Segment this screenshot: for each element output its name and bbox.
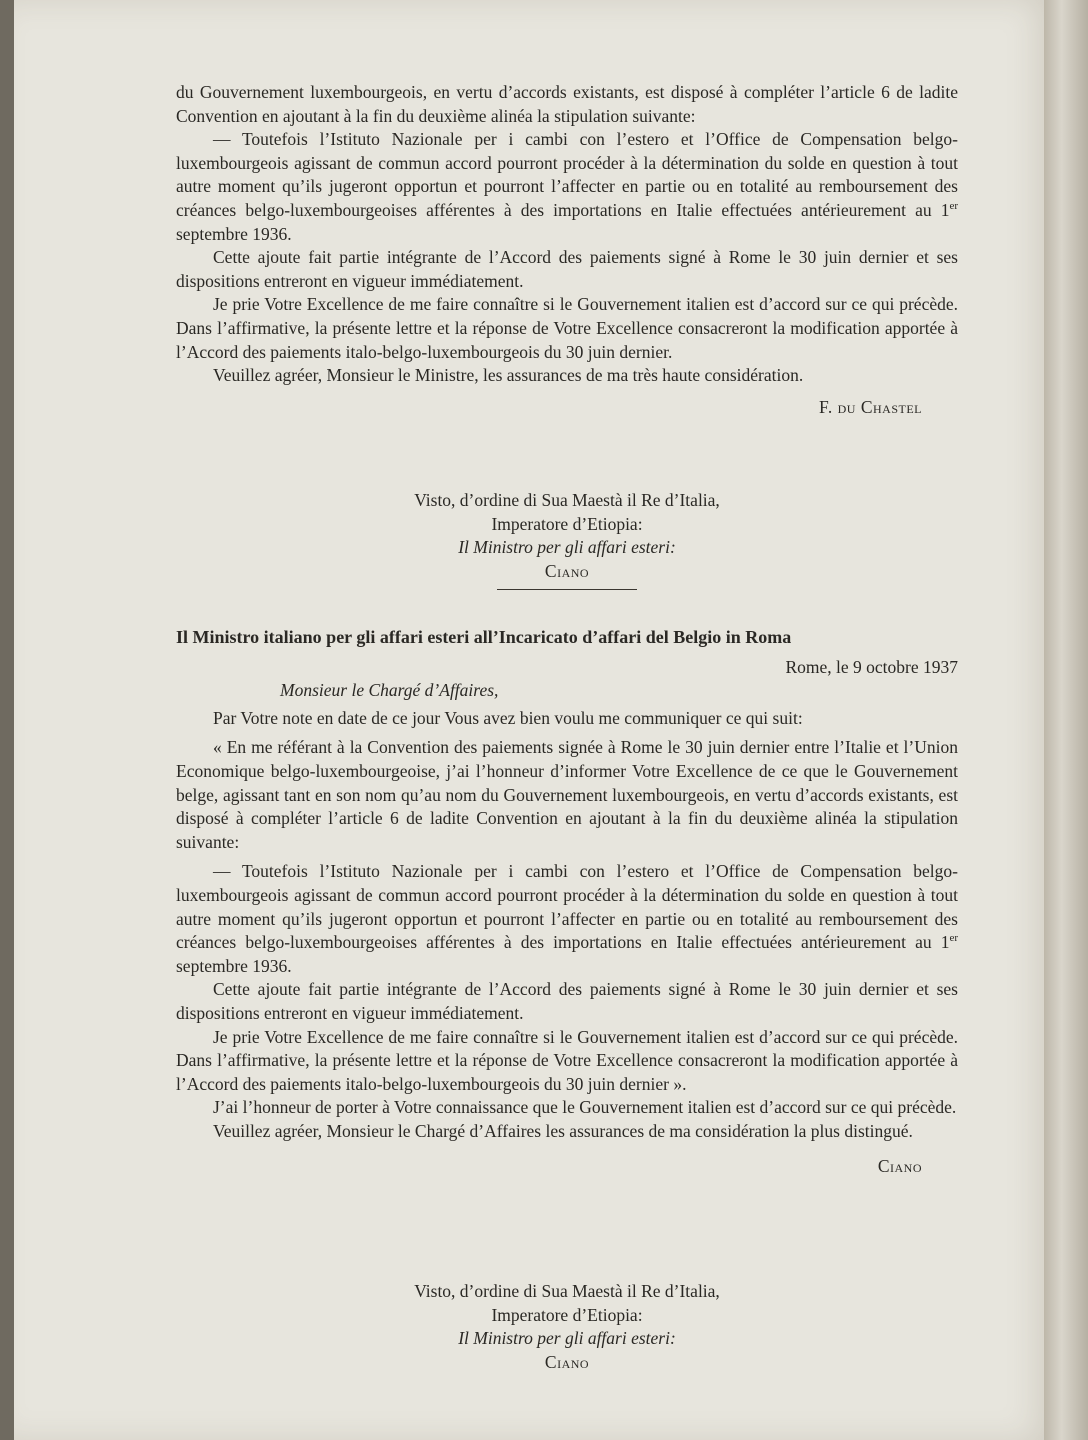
letter-two-closing: Veuillez agréer, Monsieur le Chargé d’Affaires les assurances de ma considération la plus distingué.: [213, 1120, 913, 1141]
visto-block-two: [176, 1280, 958, 1374]
letter-one-paragraph: Je prie Votre Excellence de me faire connaître si le Gouvernement italien est d’accord sur ce qui précède. Dans l’affirmative, la présente lettre et la réponse de Votre Excellence consacreront la modification apportée à l’Accord des paiements italo-belgo-luxembourgeois du 30 juin dernier.: [176, 294, 958, 362]
visto-block-one: [176, 489, 958, 590]
page-binding-edge: [1044, 0, 1088, 1440]
letter-one-paragraph: du Gouvernement luxembourgeois, en vertu d’accords existants, est disposé à compléter l’article 6 de ladite Convention en ajoutant à la fin du deuxième alinéa la stipulation suivante:: [176, 82, 958, 126]
letter-two: [176, 626, 958, 1179]
visto-signature: Ciano: [544, 560, 590, 581]
visto-line: Il Ministro per gli affari esteri:: [458, 1328, 676, 1349]
letter-one: [176, 81, 958, 419]
letter-two-stipulation: — Toutefois l’Istituto Nazionale per i cambi con l’estero et l’Office de Compensation belgo-luxembourgeois agissant de commun accord pourront procéder à la détermination du solde en question à tout autre moment qu’ils jugeront opportun et pourront l’affecter en partie ou en totalité au remboursement des créances belgo-luxembourgeoises afférentes à des importations en Italie effectuées antérieurement au 1er septembre 1936.: [176, 861, 958, 976]
letter-two-heading: Il Ministro italiano per gli affari esteri all’Incaricato d’affari del Belgio in Roma: [176, 627, 792, 647]
letter-two-quoted-note: « En me référant à la Convention des paiements signée à Rome le 30 juin dernier entre l’Italie et l’Union Economique belgo-luxembourgeoise, j’ai l’honneur d’informer Votre Excellence de ce que le Gouvernement belge, agissant tant en son nom qu’au nom du Gouvernement luxembourgeois, en vertu d’accords existants, est disposé à compléter l’article 6 de ladite Convention en ajoutant à la fin du deuxième alinéa la stipulation suivante:: [176, 737, 958, 852]
letter-two-signature: Ciano: [877, 1156, 922, 1177]
letter-one-paragraph: Cette ajoute fait partie intégrante de l’Accord des paiements signé à Rome le 30 juin dernier et ses dispositions entreront en vigueur immédiatement.: [176, 247, 958, 291]
letter-one-stipulation: — Toutefois l’Istituto Nazionale per i cambi con l’estero et l’Office de Compensation belgo-luxembourgeois agissant de commun accord pourront procéder à la détermination du solde en question à tout autre moment qu’ils jugeront opportun et pourront l’affecter en partie ou en totalité au remboursement des créances belgo-luxembourgeoises afférentes à des importations en Italie effectuées antérieurement au 1er septembre 1936.: [176, 129, 958, 244]
letter-two-salutation: Monsieur le Chargé d’Affaires,: [280, 680, 499, 701]
letter-one-closing: Veuillez agréer, Monsieur le Ministre, les assurances de ma très haute considération.: [213, 365, 804, 386]
letter-one-signature: F. du Chastel: [819, 396, 922, 417]
visto-line: Visto, d’ordine di Sua Maestà il Re d’Italia,: [414, 1281, 720, 1301]
visto-signature: Ciano: [544, 1351, 590, 1372]
letter-two-paragraph: Je prie Votre Excellence de me faire connaître si le Gouvernement italien est d’accord sur ce qui précède. Dans l’affirmative, la présente lettre et la réponse de Votre Excellence consacreront la modification apportée à l’Accord des paiements italo-belgo-luxembourgeois du 30 juin dernier ».: [176, 1026, 958, 1094]
letter-two-paragraph: Par Votre note en date de ce jour Vous avez bien voulu me communiquer ce qui suit:: [213, 707, 803, 728]
visto-line: Visto, d’ordine di Sua Maestà il Re d’Italia,: [414, 490, 720, 510]
letter-two-paragraph: J’ai l’honneur de porter à Votre connaissance que le Gouvernement italien est d’accord sur ce qui précède.: [213, 1097, 957, 1118]
section-divider: [497, 589, 637, 590]
visto-line: Imperatore d’Etiopia:: [491, 513, 643, 534]
visto-line: Imperatore d’Etiopia:: [491, 1304, 643, 1325]
letter-two-paragraph: Cette ajoute fait partie intégrante de l’Accord des paiements signé à Rome le 30 juin dernier et ses dispositions entreront en vigueur immédiatement.: [176, 979, 958, 1023]
letter-two-date: Rome, le 9 octobre 1937: [785, 656, 958, 677]
visto-line: Il Ministro per gli affari esteri:: [458, 537, 676, 558]
